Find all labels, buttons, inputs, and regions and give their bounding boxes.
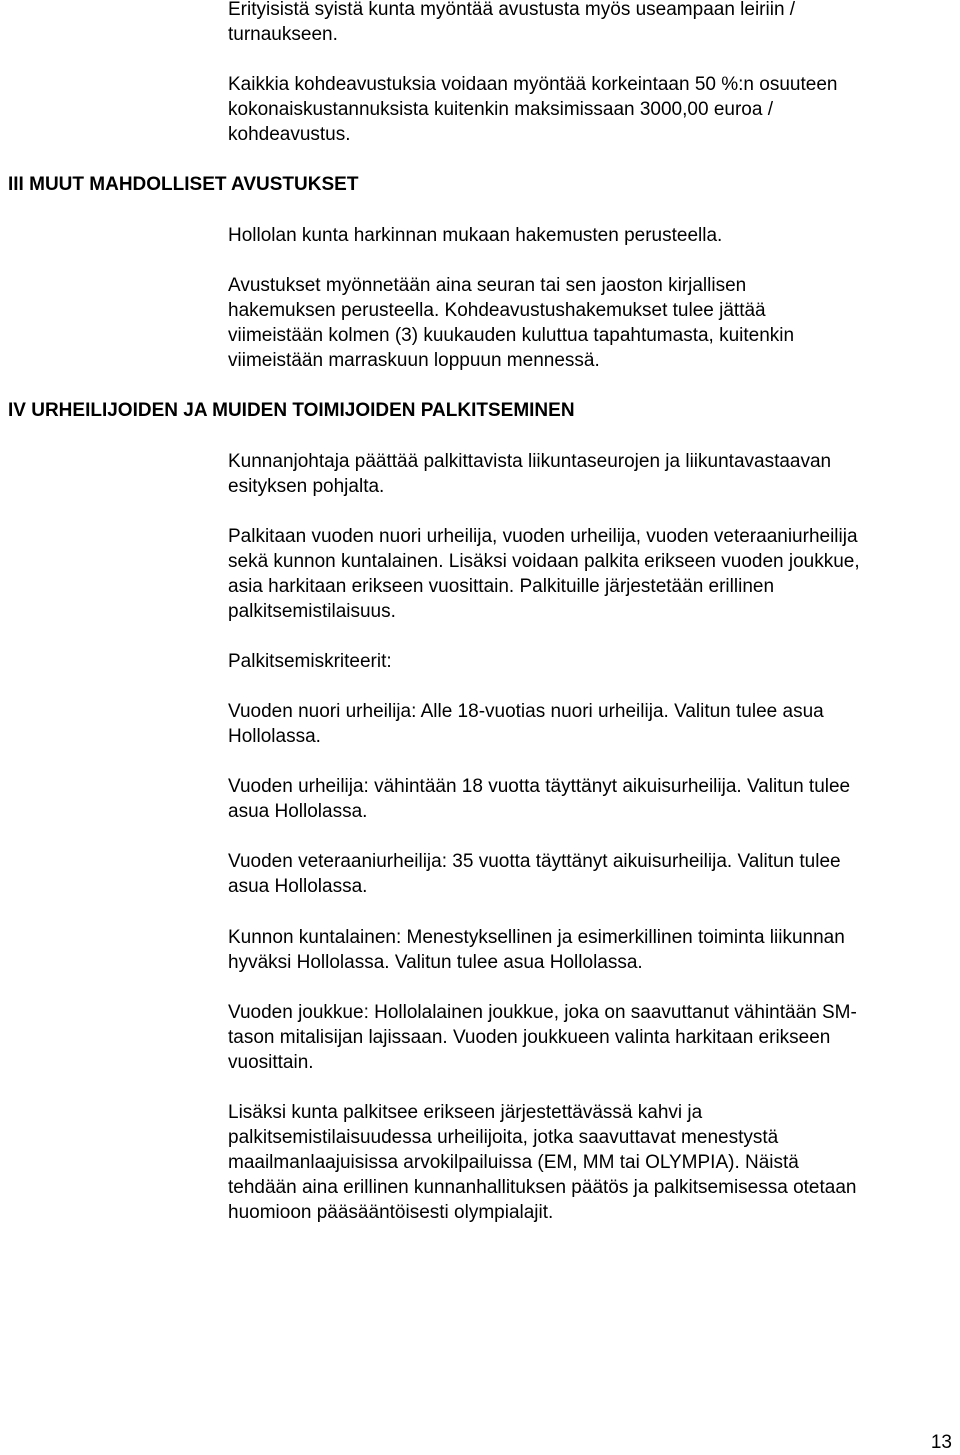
paragraph-international-awards: Lisäksi kunta palkitsee erikseen järjestettävässä kahvi ja palkitsemistilaisuudessa urheilijoita, jotka saavuttavat menestystä maailmanlaajuisissa arvokilpailuissa (EM, MM tai OLYMPIA). Näistä tehdään aina erillinen kunnanhallituksen päätös ja palkitsemisessa otetaan huomioon pääsääntöisesti olympialajit.	[228, 1102, 857, 1223]
paragraph-athlete: Vuoden urheilija: vähintään 18 vuotta täyttänyt aikuisurheilija. Valitun tulee asua Hollolassa.	[228, 776, 851, 822]
paragraph-camp-grants: Erityisistä syistä kunta myöntää avustusta myös useampaan leiriin / turnaukseen.	[228, 0, 796, 45]
paragraph-young-athlete: Vuoden nuori urheilija: Alle 18-vuotias nuori urheilija. Valitun tulee asua Hollolassa.	[228, 701, 824, 747]
page-number: 13	[930, 1432, 952, 1453]
paragraph-fit-resident: Kunnon kuntalainen: Menestyksellinen ja esimerkillinen toiminta liikunnan hyväksi Hollolassa. Valitun tulee asua Hollolassa.	[228, 927, 845, 973]
paragraph-veteran-athlete: Vuoden veteraaniurheilija: 35 vuotta täyttänyt aikuisurheilija. Valitun tulee asua Hollolassa.	[228, 851, 841, 897]
paragraph-team-of-year: Vuoden joukkue: Hollolalainen joukkue, joka on saavuttanut vähintään SM- tason mitalisijan lajissaan. Vuoden joukkueen valinta harkitaan erikseen vuosittain.	[228, 1002, 857, 1073]
paragraph-criteria-label: Palkitsemiskriteerit:	[228, 651, 392, 672]
paragraph-grant-limit: Kaikkia kohdeavustuksia voidaan myöntää korkeintaan 50 %:n osuuteen kokonaiskustannuksista kuitenkin maksimissaan 3000,00 euroa / kohdeavustus.	[228, 74, 838, 145]
paragraph-application-rules: Avustukset myönnetään aina seuran tai sen jaoston kirjallisen hakemuksen perusteella. Kohdeavustushakemukset tulee jättää viimeistään kolmen (3) kuukauden kuluttua tapahtumasta, kuitenkin viimeistään marraskuun loppuun mennessä.	[228, 275, 795, 371]
paragraph-award-categories: Palkitaan vuoden nuori urheilija, vuoden urheilija, vuoden veteraaniurheilija sekä kunnon kuntalainen. Lisäksi voidaan palkita erikseen vuoden joukkue, asia harkitaan erikseen vuosittain. Palkituille järjestetään erillinen palkitsemistilaisuus.	[228, 526, 860, 622]
paragraph-award-decision: Kunnanjohtaja päättää palkittavista liikuntaseurojen ja liikuntavastaavan esityksen pohjalta.	[228, 451, 832, 497]
section-heading-awards: IV URHEILIJOIDEN JA MUIDEN TOIMIJOIDEN PALKITSEMINEN	[8, 400, 575, 421]
paragraph-discretion: Hollolan kunta harkinnan mukaan hakemusten perusteella.	[228, 225, 723, 246]
section-heading-other-grants: III MUUT MAHDOLLISET AVUSTUKSET	[8, 174, 359, 195]
